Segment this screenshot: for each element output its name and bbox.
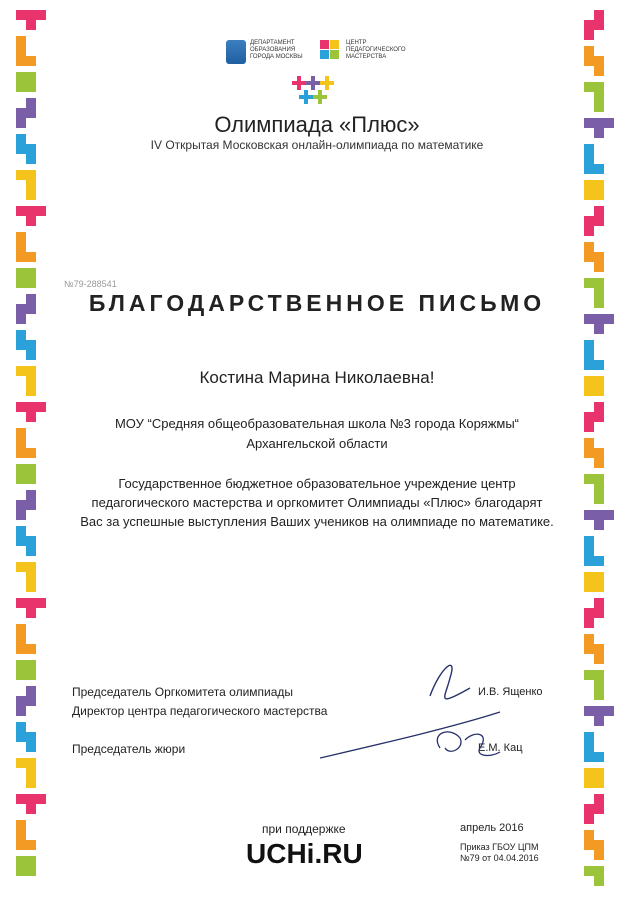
moscow-emblem-icon	[226, 40, 246, 64]
border-block	[594, 206, 604, 216]
border-block	[16, 536, 26, 546]
border-block	[584, 350, 594, 360]
border-block	[16, 644, 26, 654]
border-block	[594, 866, 604, 876]
border-block	[26, 82, 36, 92]
border-block	[36, 206, 46, 216]
border-block	[594, 128, 604, 138]
border-block	[16, 144, 26, 154]
border-block	[594, 118, 604, 128]
border-block	[16, 598, 26, 608]
border-block	[584, 154, 594, 164]
border-block	[26, 294, 36, 304]
border-block	[594, 572, 604, 582]
border-block	[16, 758, 26, 768]
order-reference	[460, 842, 539, 864]
border-block	[594, 598, 604, 608]
plus-icon	[320, 76, 334, 90]
border-block	[26, 500, 36, 510]
school-block	[60, 414, 574, 454]
decorative-border-left	[12, 0, 48, 900]
border-block	[584, 804, 594, 814]
border-block	[16, 56, 26, 66]
border-block	[584, 46, 594, 56]
border-block	[36, 794, 46, 804]
border-block	[584, 670, 594, 680]
border-block	[16, 670, 26, 680]
border-block	[594, 494, 604, 504]
border-block	[16, 108, 26, 118]
border-block	[594, 180, 604, 190]
border-block	[26, 572, 36, 582]
letter-body: Государственное бюджетное образовательное учреждение центр педагогического мастерства и оргкомитет Олимпиады «Плюс» благодарят Вас за успешные выступления Ваших учеников на олимпиаде по математике.	[80, 476, 554, 529]
border-block	[594, 608, 604, 618]
cpm-logo-text: ЦЕНТР ПЕДАГОГИЧЕСКОГО МАСТЕРСТВА	[346, 40, 406, 60]
border-block	[594, 262, 604, 272]
border-block	[26, 10, 36, 20]
border-block	[16, 696, 26, 706]
border-block	[16, 500, 26, 510]
border-block	[16, 794, 26, 804]
border-block	[16, 866, 26, 876]
border-block	[26, 154, 36, 164]
signature-name-3: Е.М. Кац	[478, 742, 523, 754]
border-block	[594, 164, 604, 174]
border-block	[594, 644, 604, 654]
border-block	[584, 376, 594, 386]
border-block	[26, 644, 36, 654]
border-block	[584, 448, 594, 458]
border-block	[26, 402, 36, 412]
border-block	[584, 164, 594, 174]
header-logos	[226, 38, 416, 74]
border-block	[26, 768, 36, 778]
border-block	[584, 732, 594, 742]
border-block	[594, 582, 604, 592]
border-block	[594, 412, 604, 422]
border-block	[594, 314, 604, 324]
border-block	[594, 190, 604, 200]
border-block	[26, 660, 36, 670]
border-block	[584, 20, 594, 30]
border-block	[594, 56, 604, 66]
border-block	[584, 536, 594, 546]
border-block	[584, 644, 594, 654]
border-block	[584, 422, 594, 432]
plus-icon	[313, 90, 327, 104]
border-block	[584, 314, 594, 324]
border-block	[16, 314, 26, 324]
olympiad-title: Олимпиада «Плюс»	[214, 112, 420, 137]
border-block	[26, 366, 36, 376]
border-block	[16, 526, 26, 536]
border-block	[16, 10, 26, 20]
border-block	[604, 314, 614, 324]
border-block	[26, 742, 36, 752]
border-block	[16, 82, 26, 92]
border-block	[584, 118, 594, 128]
border-block	[594, 298, 604, 308]
border-block	[594, 278, 604, 288]
border-block	[584, 30, 594, 40]
border-block	[584, 556, 594, 566]
border-block	[584, 242, 594, 252]
border-block	[584, 360, 594, 370]
support-label: при поддержке	[262, 822, 346, 836]
border-block	[594, 448, 604, 458]
border-block	[604, 510, 614, 520]
border-block	[594, 654, 604, 664]
border-block	[16, 268, 26, 278]
border-block	[16, 562, 26, 572]
border-block	[594, 458, 604, 468]
border-block	[26, 340, 36, 350]
border-block	[584, 768, 594, 778]
border-block	[26, 582, 36, 592]
border-block	[584, 608, 594, 618]
border-block	[26, 350, 36, 360]
border-block	[16, 510, 26, 520]
border-block	[584, 474, 594, 484]
border-block	[584, 814, 594, 824]
border-block	[26, 562, 36, 572]
decorative-border-right	[580, 0, 616, 900]
border-block	[584, 830, 594, 840]
border-block	[26, 686, 36, 696]
border-block	[594, 876, 604, 886]
border-block	[584, 144, 594, 154]
border-block	[26, 598, 36, 608]
border-block	[584, 618, 594, 628]
border-block	[26, 758, 36, 768]
cpm-logo-square-icon	[330, 40, 339, 49]
border-block	[594, 82, 604, 92]
border-block	[584, 572, 594, 582]
border-block	[26, 536, 36, 546]
border-block	[16, 624, 26, 634]
signature-name-1: И.В. Ященко	[478, 686, 543, 698]
border-block	[26, 866, 36, 876]
border-block	[26, 794, 36, 804]
border-block	[16, 722, 26, 732]
border-block	[594, 92, 604, 102]
plus-icon	[306, 76, 320, 90]
border-block	[594, 794, 604, 804]
border-block	[16, 278, 26, 288]
border-block	[584, 82, 594, 92]
border-block	[604, 118, 614, 128]
border-block	[16, 118, 26, 128]
border-block	[594, 556, 604, 566]
border-block	[16, 366, 26, 376]
handwritten-signatures	[300, 648, 530, 778]
cpm-logo	[320, 38, 420, 74]
border-block	[16, 170, 26, 180]
school-line-1: МОУ “Средняя общеобразовательная школа №3 города Коряжмы“	[114, 416, 520, 431]
border-block	[594, 716, 604, 726]
order-line-1: Приказ ГБОУ ЦПМ	[460, 842, 539, 852]
border-block	[594, 778, 604, 788]
border-block	[584, 190, 594, 200]
signature-role-2: Директор центра педагогического мастерства	[72, 704, 328, 718]
border-block	[16, 72, 26, 82]
border-block	[16, 820, 26, 830]
border-block	[594, 670, 604, 680]
border-block	[26, 98, 36, 108]
border-block	[16, 304, 26, 314]
border-block	[584, 226, 594, 236]
border-block	[26, 180, 36, 190]
border-block	[16, 660, 26, 670]
cpm-logo-square-icon	[320, 40, 329, 49]
border-block	[594, 690, 604, 700]
border-block	[26, 268, 36, 278]
border-block	[584, 706, 594, 716]
school-line-2: Архангельской области	[246, 436, 388, 451]
border-block	[16, 634, 26, 644]
border-block	[594, 20, 604, 30]
border-block	[584, 778, 594, 788]
border-block	[36, 10, 46, 20]
border-block	[26, 608, 36, 618]
border-block	[584, 412, 594, 422]
border-block	[26, 216, 36, 226]
plus-icon	[299, 90, 313, 104]
border-block	[594, 850, 604, 860]
border-block	[26, 278, 36, 288]
border-block	[26, 732, 36, 742]
cpm-logo-square-icon	[320, 50, 329, 59]
border-block	[584, 340, 594, 350]
border-block	[594, 376, 604, 386]
border-block	[26, 670, 36, 680]
border-block	[584, 546, 594, 556]
plus-icon	[292, 76, 306, 90]
order-line-2: №79 от 04.04.2016	[460, 853, 539, 863]
signature-role-1: Председатель Оргкомитета олимпиады	[72, 685, 294, 699]
border-block	[16, 252, 26, 262]
border-block	[594, 474, 604, 484]
border-block	[26, 170, 36, 180]
border-block	[594, 66, 604, 76]
border-block	[16, 428, 26, 438]
signature-role-3: Председатель жюри	[72, 742, 186, 756]
border-block	[594, 484, 604, 494]
border-block	[26, 696, 36, 706]
border-block	[16, 36, 26, 46]
border-block	[594, 386, 604, 396]
recipient-name: Костина Марина Николаевна!	[199, 368, 435, 387]
border-block	[16, 330, 26, 340]
border-block	[584, 742, 594, 752]
border-block	[16, 830, 26, 840]
border-block	[26, 490, 36, 500]
issue-date: апрель 2016	[460, 822, 524, 834]
border-block	[26, 778, 36, 788]
border-block	[26, 464, 36, 474]
border-block	[594, 102, 604, 112]
border-block	[594, 752, 604, 762]
border-block	[16, 134, 26, 144]
border-block	[16, 340, 26, 350]
border-block	[26, 72, 36, 82]
border-block	[594, 510, 604, 520]
border-block	[26, 448, 36, 458]
border-block	[594, 216, 604, 226]
olympiad-plus-logo	[292, 76, 348, 110]
border-block	[16, 402, 26, 412]
document-heading: БЛАГОДАРСТВЕННОЕ ПИСЬМО	[88, 290, 546, 316]
border-block	[594, 768, 604, 778]
border-block	[16, 448, 26, 458]
border-block	[594, 840, 604, 850]
border-block	[26, 412, 36, 422]
border-block	[584, 386, 594, 396]
border-block	[594, 402, 604, 412]
border-block	[584, 866, 594, 876]
border-block	[584, 252, 594, 262]
border-block	[604, 706, 614, 716]
border-block	[594, 680, 604, 690]
border-block	[584, 752, 594, 762]
border-block	[26, 376, 36, 386]
olympiad-subtitle: IV Открытая Московская онлайн-олимпиада по математике	[150, 138, 484, 152]
border-block	[36, 598, 46, 608]
border-block	[26, 206, 36, 216]
border-block	[16, 206, 26, 216]
border-block	[584, 56, 594, 66]
department-logo-text: ДЕПАРТАМЕНТ ОБРАЗОВАНИЯ ГОРОДА МОСКВЫ	[250, 40, 303, 60]
border-block	[594, 252, 604, 262]
border-block	[26, 252, 36, 262]
border-block	[594, 520, 604, 530]
border-block	[26, 474, 36, 484]
border-block	[594, 706, 604, 716]
border-block	[26, 20, 36, 30]
border-block	[16, 706, 26, 716]
border-block	[16, 856, 26, 866]
border-block	[594, 804, 604, 814]
border-block	[26, 144, 36, 154]
sponsor-logo: UCHi.RU	[246, 838, 363, 869]
border-block	[26, 190, 36, 200]
border-block	[584, 582, 594, 592]
border-block	[16, 732, 26, 742]
border-block	[584, 634, 594, 644]
border-block	[26, 546, 36, 556]
border-block	[584, 438, 594, 448]
border-block	[26, 108, 36, 118]
border-block	[26, 304, 36, 314]
department-logo	[226, 38, 316, 74]
border-block	[584, 840, 594, 850]
border-block	[16, 840, 26, 850]
border-block	[594, 288, 604, 298]
border-block	[584, 180, 594, 190]
border-block	[36, 402, 46, 412]
border-block	[26, 386, 36, 396]
border-block	[26, 856, 36, 866]
document-number: №79-288541	[64, 279, 117, 289]
cpm-logo-square-icon	[330, 50, 339, 59]
border-block	[26, 840, 36, 850]
border-block	[16, 464, 26, 474]
border-block	[26, 804, 36, 814]
border-block	[16, 474, 26, 484]
border-block	[584, 278, 594, 288]
border-block	[594, 360, 604, 370]
border-block	[26, 56, 36, 66]
border-block	[584, 216, 594, 226]
border-block	[16, 46, 26, 56]
border-block	[584, 510, 594, 520]
border-block	[16, 242, 26, 252]
border-block	[594, 10, 604, 20]
border-block	[16, 438, 26, 448]
border-block	[16, 232, 26, 242]
border-block	[594, 324, 604, 334]
